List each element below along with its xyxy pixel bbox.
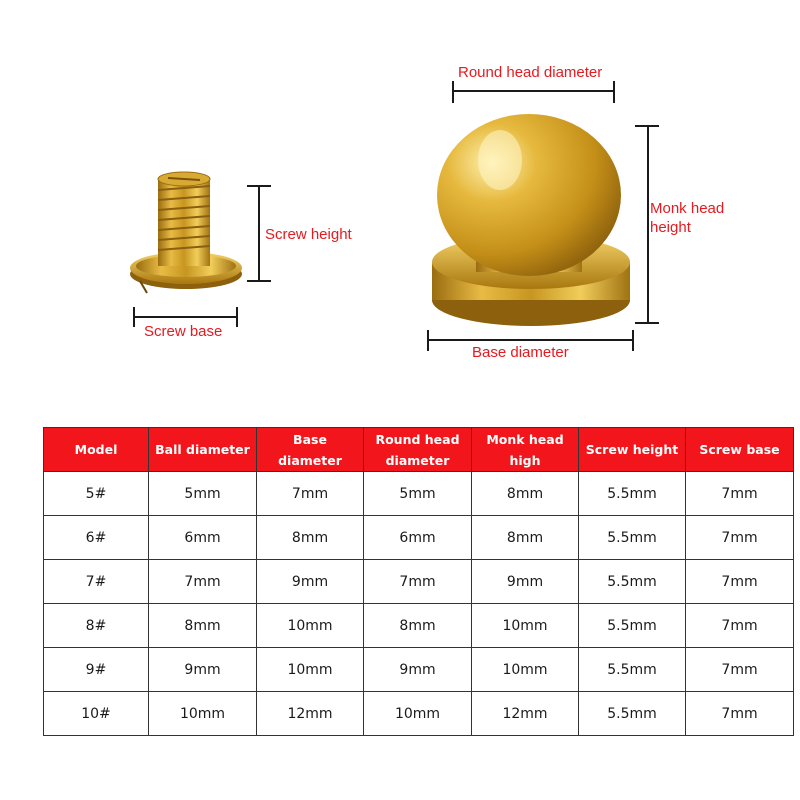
header-model: Model [44, 428, 149, 472]
screw-illustration [130, 172, 242, 293]
monk-head-height-label: Monk head height [650, 200, 725, 236]
knob-illustration [432, 114, 630, 326]
table-cell: 10mm [257, 648, 364, 692]
table-cell: 7mm [257, 472, 364, 516]
table-cell: 8mm [257, 516, 364, 560]
header-ball-diameter: Ball diameter [149, 428, 257, 472]
table-cell: 5mm [149, 472, 257, 516]
table-row [44, 472, 794, 516]
round-head-diameter-label: Round head diameter [458, 64, 603, 81]
base-diameter-label: Base diameter [472, 344, 569, 361]
table-cell: 8# [44, 604, 149, 648]
table-cell: 7mm [686, 560, 794, 604]
screw-height-label: Screw height [265, 226, 352, 243]
table-row [44, 604, 794, 648]
table-cell: 6mm [149, 516, 257, 560]
table-row [44, 516, 794, 560]
table-cell: 6mm [364, 516, 472, 560]
table-cell: 5mm [364, 472, 472, 516]
table-cell: 5.5mm [579, 648, 686, 692]
table-cell: 10mm [149, 692, 257, 736]
table-cell: 6# [44, 516, 149, 560]
table-cell: 9mm [364, 648, 472, 692]
table-cell: 9mm [257, 560, 364, 604]
table-cell: 10mm [364, 692, 472, 736]
table-cell: 5# [44, 472, 149, 516]
table-cell: 7mm [364, 560, 472, 604]
table-cell: 9mm [149, 648, 257, 692]
table-cell: 12mm [472, 692, 579, 736]
table-cell: 5.5mm [579, 560, 686, 604]
table-cell: 9mm [472, 560, 579, 604]
table-cell: 9# [44, 648, 149, 692]
spec-table [43, 427, 794, 736]
table-cell: 7mm [686, 648, 794, 692]
table-cell: 8mm [472, 516, 579, 560]
table-header-row [44, 428, 794, 472]
table-row [44, 648, 794, 692]
table-cell: 5.5mm [579, 692, 686, 736]
table-cell: 7mm [686, 692, 794, 736]
table-cell: 7mm [686, 472, 794, 516]
table-cell: 8mm [364, 604, 472, 648]
table-row [44, 560, 794, 604]
table-cell: 10# [44, 692, 149, 736]
table-cell: 8mm [472, 472, 579, 516]
table-cell: 7# [44, 560, 149, 604]
header-screw-base: Screw base [686, 428, 794, 472]
header-base-diameter: Base diameter [257, 428, 364, 472]
table-cell: 5.5mm [579, 604, 686, 648]
table-cell: 10mm [472, 604, 579, 648]
table-cell: 5.5mm [579, 516, 686, 560]
table-cell: 5.5mm [579, 472, 686, 516]
table-cell: 7mm [686, 604, 794, 648]
table-row [44, 692, 794, 736]
header-screw-height: Screw height [579, 428, 686, 472]
header-monk-head-high: Monk head high [472, 428, 579, 472]
table-cell: 12mm [257, 692, 364, 736]
table-cell: 10mm [257, 604, 364, 648]
screw-base-label: Screw base [144, 323, 223, 340]
table-cell: 10mm [472, 648, 579, 692]
table-cell: 8mm [149, 604, 257, 648]
table-cell: 7mm [686, 516, 794, 560]
header-round-head-diameter: Round head diameter [364, 428, 472, 472]
table-cell: 7mm [149, 560, 257, 604]
